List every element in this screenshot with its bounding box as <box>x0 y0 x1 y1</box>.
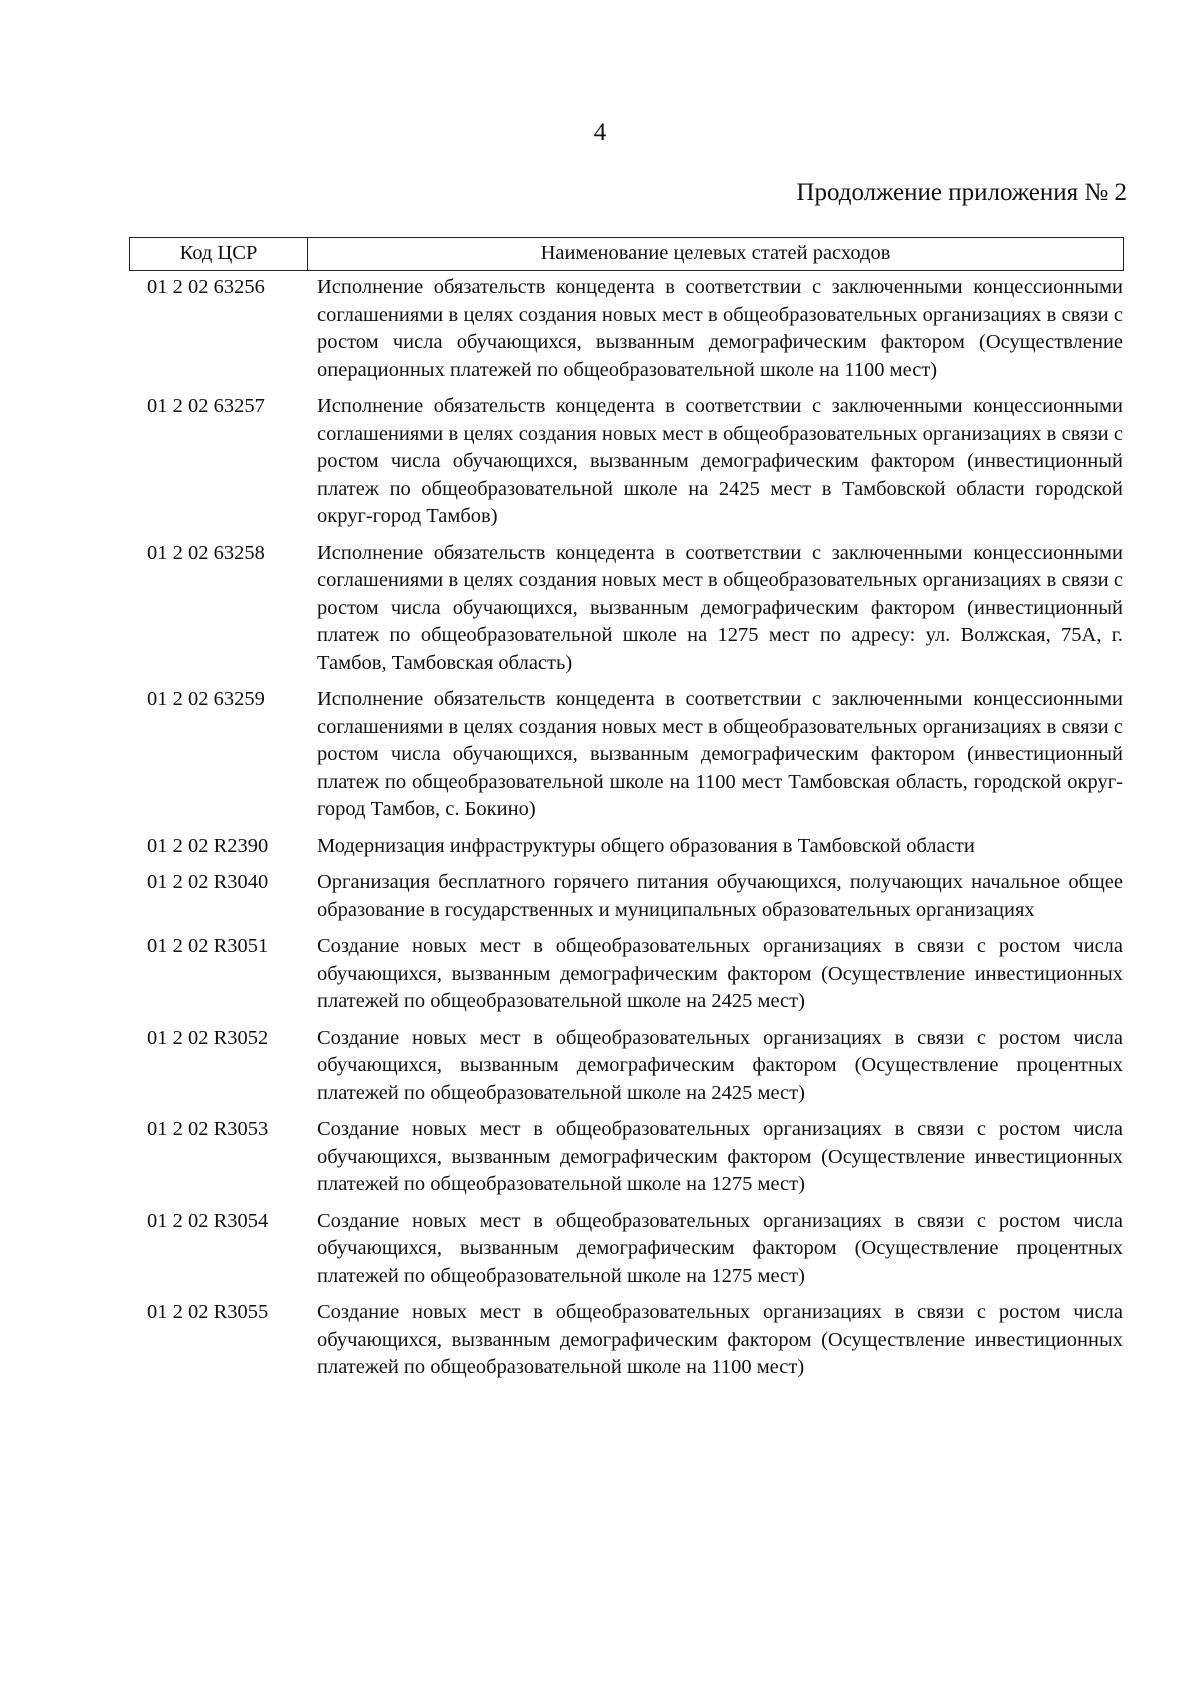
row-code: 01 2 02 R3054 <box>147 1209 269 1232</box>
row-code: 01 2 02 R3055 <box>147 1301 269 1323</box>
table-row <box>129 540 1124 678</box>
row-name: Исполнение обязательств концедента в соответствии с заключенными концессионными соглашениями в целях создания новых мест в общеобразовательных организациях в связи с ростом числа обучающихся, вызванным демографическим фактором (инвестиционный платеж по общеобразовательной школе на 1100 мест Тамбовская область, городской округ-город Тамбов, с. Бокино) <box>317 688 1123 820</box>
page-number: 4 <box>593 119 607 146</box>
table-row <box>129 933 1124 1016</box>
row-code: 01 2 02 63257 <box>147 395 265 417</box>
row-name: Создание новых мест в общеобразовательных организациях в связи с ростом числа обучающихся, вызванным демографическим фактором (Осуществление процентных платежей по общеобразовательной школе на 1275 мест) <box>317 1209 1123 1287</box>
row-code: 01 2 02 R3052 <box>147 1026 269 1049</box>
table-row <box>129 686 1124 824</box>
target-expenditure-table <box>129 237 1124 1391</box>
row-name: Исполнение обязательств концедента в соответствии с заключенными концессионными соглашениями в целях создания новых мест в общеобразовательных организациях в связи с ростом числа обучающихся, вызванным демографическим фактором (инвестиционный платеж по общеобразовательной школе на 2425 мест в Тамбовской области городской округ-город Тамбов) <box>317 395 1123 527</box>
table-row <box>129 833 1124 861</box>
table-row <box>129 1299 1124 1382</box>
row-name: Модернизация инфраструктуры общего образования в Тамбовской области <box>317 834 975 857</box>
row-code: 01 2 02 63256 <box>147 276 265 298</box>
row-name: Исполнение обязательств концедента в соответствии с заключенными концессионными соглашениями в целях создания новых мест в общеобразовательных организациях в связи с ростом числа обучающихся, вызванным демографическим фактором (инвестиционный платеж по общеобразовательной школе на 1275 мест по адресу: ул. Волжская, 75А, г. Тамбов, Тамбовская область) <box>317 541 1123 674</box>
table-row <box>129 393 1124 531</box>
row-name: Создание новых мест в общеобразовательных организациях в связи с ростом числа обучающихся, вызванным демографическим фактором (Осуществление инвестиционных платежей по общеобразовательной школе на 1100 мест) <box>317 1301 1123 1378</box>
table-header-row <box>129 237 1124 271</box>
row-name: Создание новых мест в общеобразовательных организациях в связи с ростом числа обучающихся, вызванным демографическим фактором (Осуществление инвестиционных платежей по общеобразовательной школе на 2425 мест) <box>317 935 1123 1012</box>
table-row <box>129 274 1124 384</box>
table-body <box>129 274 1124 1382</box>
row-code: 01 2 02 R3051 <box>147 935 269 957</box>
header-name: Наименование целевых статей расходов <box>540 242 891 264</box>
table-row <box>129 1025 1124 1108</box>
table-row <box>129 1208 1124 1291</box>
row-code: 01 2 02 63258 <box>147 541 265 564</box>
row-name: Организация бесплатного горячего питания обучающихся, получающих начальное общее образование в государственных и муниципальных образовательных организациях <box>317 871 1123 921</box>
row-code: 01 2 02 R3040 <box>147 871 269 893</box>
row-code: 01 2 02 R3053 <box>147 1118 269 1140</box>
row-code: 01 2 02 63259 <box>147 688 265 710</box>
row-name: Исполнение обязательств концедента в соответствии с заключенными концессионными соглашениями в целях создания новых мест в общеобразовательных организациях в связи с ростом числа обучающихся, вызванным демографическим фактором (Осуществление операционных платежей по общеобразовательной школе на 1100 мест) <box>317 276 1123 381</box>
appendix-continuation-note: Продолжение приложения № 2 <box>796 179 1127 206</box>
row-name: Создание новых мест в общеобразовательных организациях в связи с ростом числа обучающихся, вызванным демографическим фактором (Осуществление процентных платежей по общеобразовательной школе на 2425 мест) <box>317 1026 1123 1104</box>
table-row <box>129 869 1124 924</box>
row-code: 01 2 02 R2390 <box>147 834 269 857</box>
table-row <box>129 1116 1124 1199</box>
row-name: Создание новых мест в общеобразовательных организациях в связи с ростом числа обучающихся, вызванным демографическим фактором (Осуществление инвестиционных платежей по общеобразовательной школе на 1275 мест) <box>317 1118 1123 1195</box>
header-code: Код ЦСР <box>130 238 308 270</box>
